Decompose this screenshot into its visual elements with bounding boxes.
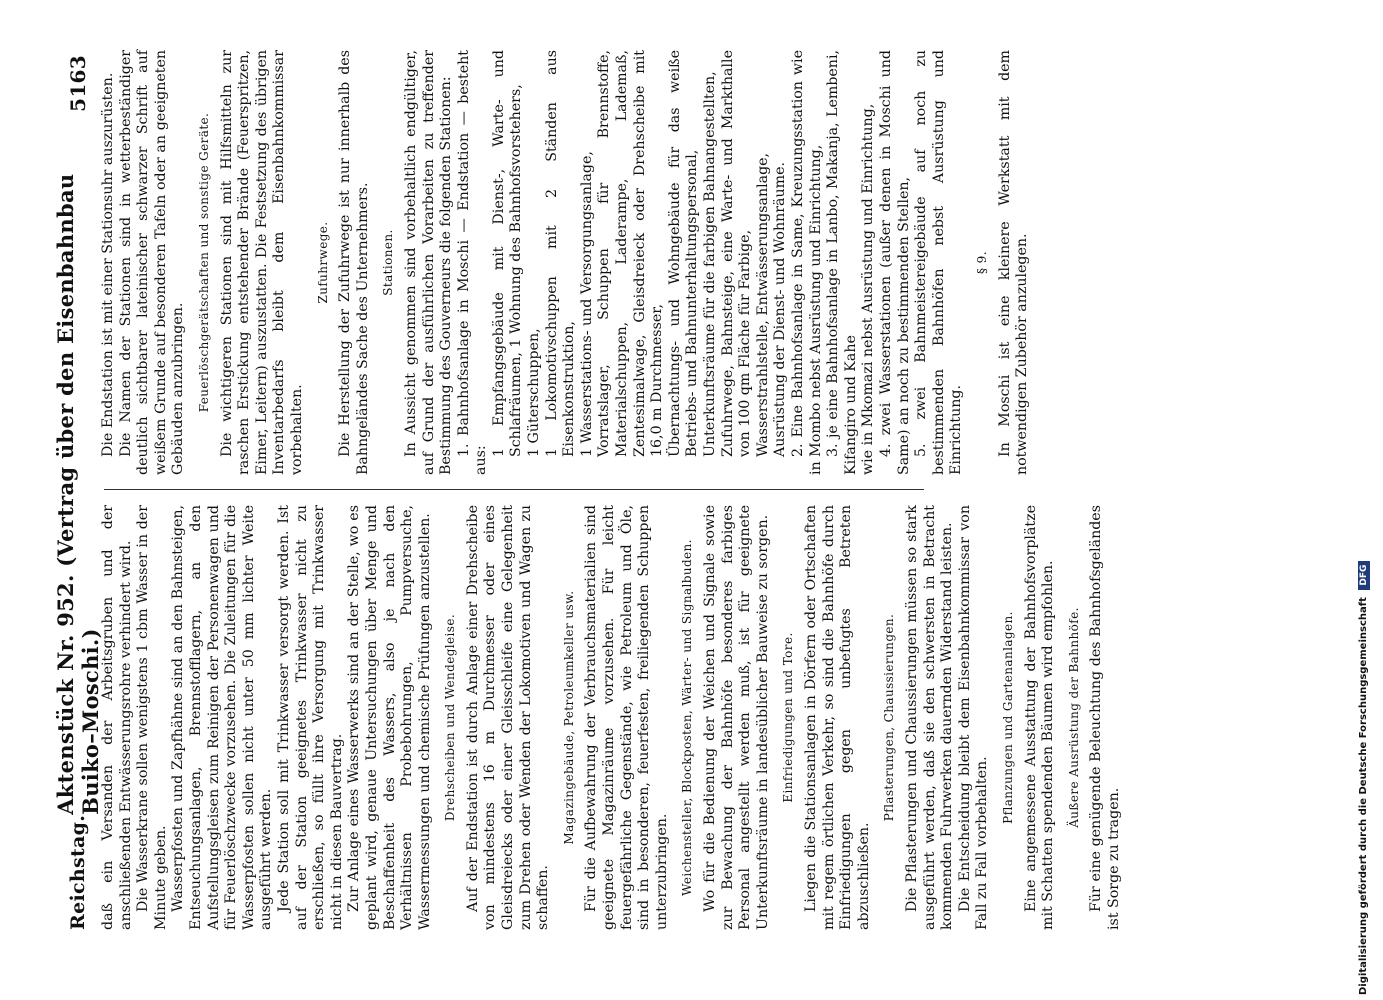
dfg-logo-badge: DFG [1358,561,1370,590]
list-item: 1 Wasserstations- und Versorgungsanlage, [578,151,595,457]
paragraph: In Aussicht genommen sind vorbehaltlich endgültiger, auf Grund der ausführlichen Vorarbeiten zu treffender Bestimmung des Gouverneurs die folgenden Stationen: [402,50,455,475]
paragraph: Wo für die Bedienung der Weichen und Signale sowie zur Bewachung der Bahnhöfe besonderes farbiges Personal angestellt werden muß, ist für geeignete Unterkunftsräume in landesüblicher Bauweise zu sorgen. [702,505,771,930]
list-item: 1 Lokomotivschuppen mit 2 Ständen aus Eisenkonstruktion, [543,50,578,457]
station-items-list [491,50,790,475]
section-heading: Pflanzungen und Gartenanlagen. [1000,611,1015,824]
paragraph: 2. Eine Bahnhofsanlage in Same, Kreuzungsstation wie in Mombo nebst Ausrüstung und Einrichtung, [789,50,824,475]
list-item: Übernachtungs- und Wohngebäude für das weiße Betriebs- und Bahnunterhaltungspersonal, [666,50,701,457]
page-header [53,55,103,930]
paragraph: 4. zwei Wasserstationen (außer denen in Moschi und Same) an noch zu bestimmenden Stellen, [877,50,912,475]
paragraph: Eine angemessene Ausstattung der Bahnhofsvorplätze mit Schatten spendenden Bäumen wird empfohlen. [1022,505,1057,930]
list-item: Vorratslager, Schuppen für Brennstoffe, Materialschuppen, Laderampe, Lademaß, Zentesimalwage, Gleisdreieck oder Drehscheibe mit 16,0 m Durchmesser, [596,50,666,457]
attribution-text: Digitalisierung gefördert durch die Deutsche Forschungsgemeinschaft [1358,597,1369,995]
paragraph: Wasserpfosten und Zapfhähne sind an den Bahnsteigen, Entseuchungsanlagen, Brennstofflagern, an den Aufstellungsgleisen zum Reinigen der Personenwagen und für Feuerlöschzwecke vorzusehen. Die Zuleitungen für die Wasserpfosten sollen nicht unter 50 mm lichter Weite ausgeführt werden. [170,505,275,930]
paragraph: Auf der Endstation ist durch Anlage einer Drehscheibe von mindestens 16 m Durchmesser oder eines Gleisdreiecks oder einer Gleisschleife eine Gelegenheit zum Drehen oder Wenden der Lokomotiven und Wagen zu schaffen. [464,505,552,930]
paragraph: 1. Bahnhofsanlage in Moschi — Endstation — besteht aus: [455,50,490,475]
list-item: 1 Güterschuppen, [526,328,543,457]
paragraph: Die wichtigeren Stationen sind mit Hilfsmitteln zur raschen Erstickung entstehender Brände (Feuerspritzen, Eimer, Leitern) auszustatten. Die Festsetzung des übrigen Inventarbedarfs bleibt dem Eisenbahnkommissar vorbehalten. [218,50,305,475]
paragraph: 3. je eine Bahnhofsanlage in Lanbo, Makanja, Lembeni, Kifangiro und Kahe [825,50,859,475]
list-item: Zufuhrwege, Bahnsteige, eine Warte- und Markthalle von 100 qm Fläche für Farbige, [719,50,754,457]
header-left: Reichstag. [67,814,89,930]
paragraph: Für eine genügende Beleuchtung des Bahnhofsgeländes ist Sorge zu tragen. [1088,505,1122,930]
paragraph: daß ein Versanden der Arbeitsgruben und der anschließenden Entwässerungsrohre verhindert wird. [100,505,134,930]
left-column [100,505,1123,930]
section-heading: § 9. [974,251,989,274]
paragraph: Die Pflasterungen und Chaussierungen müssen so stark ausgeführt werden, daß sie den schwersten in Betracht kommenden Fuhrwerken dauernden Widerstand leisten. [903,505,956,930]
paragraph: Die Entscheidung bleibt dem Eisenbahnkommissar von Fall zu Fall vorbehalten. [956,505,991,930]
paragraph: Zur Anlage eines Wasserwerks sind an der Stelle, wo es geplant wird, genaue Untersuchungen über Menge und Beschaffenheit des Wassers, also je nach den Verhältnissen Probebohrungen, Pumpversuche, Wassermessungen und chemische Prüfungen anzustellen. [346,505,433,930]
section-heading: Pflasterungen, Chaussierungen. [882,613,897,822]
list-item: Wasserstrahlstelle, Entwässerungsanlage, [754,152,771,457]
paragraph: Die Wasserkrane sollen wenigstens 1 cbm Wasser in der Minute geben. [135,505,169,930]
list-item: Ausrüstung der Dienst- und Wohnräume. [772,162,789,457]
list-item: Unterkunftsräume für die farbigen Bahnangestellten, [702,71,718,457]
section-heading: Drehscheiben und Wendegleise. [443,613,458,822]
section-heading: Stationen. [381,229,396,296]
paragraph: In Moschi ist eine kleinere Werkstatt mit dem notwendigen Zubehör anzulegen. [996,50,1031,475]
paragraph: Die Herstellung der Zufuhrwege ist nur innerhalb des Bahngeländes Sache des Unternehmers. [337,50,371,475]
section-heading: Einfriedigungen und Tore. [781,632,796,803]
column-divider [104,489,924,490]
right-column [100,50,1032,475]
section-heading: Äußere Ausrüstung der Bahnhöfe. [1066,607,1081,828]
paragraph: wie in Mkomazi nebst Ausrüstung und Einrichtung, [860,103,877,475]
section-heading: Weichensteller, Blockposten, Wärter- und Signalbuden. [680,539,695,896]
header-title: Aktenstück Nr. 952. (Vertrag über den Eisenbahnbau Buiko–Moschi.) [53,173,103,815]
paragraph: Die Namen der Stationen sind in wetterbeständiger deutlich sichtbarer lateinischer schwarzer Schrift auf weißem Grunde auf besonderen Tafeln oder an geeigneten Gebäuden anzubringen. [117,50,187,475]
digitization-attribution [1358,561,1370,995]
paragraph: Liegen die Stationsanlagen in Dörfern oder Ortschaften mit regem örtlichen Verkehr, so sind die Bahnhöfe durch Einfriedigungen gegen unbefugtes Betreten abzuschließen. [802,505,872,930]
list-item: 1 Empfangsgebäude mit Dienst-, Warte- und Schlafräumen, 1 Wohnung des Bahnhofsvorstehers, [490,50,525,457]
section-heading: Zufuhrwege. [315,221,330,304]
paragraph: Jede Station soll mit Trinkwasser versorgt werden. Ist auf der Station geeignetes Trinkwasser nicht zu erschließen, so füllt ihre Versorgung mit Trinkwasser nicht in diesen Bauvertrag. [275,505,345,930]
section-heading: Feuerlöschgerätschaften und sonstige Geräte. [196,112,211,413]
page-number: 5163 [66,55,90,112]
section-heading: Magazingebäude, Petroleumkeller usw. [561,590,576,845]
paragraph: Die Endstation ist mit einer Stationsuhr auszurüsten. [100,72,116,457]
paragraph: 5. zwei Bahnmeistereigebäude auf noch zu bestimmenden Bahnhöfen nebst Ausrüstung und Einrichtung. [913,50,965,475]
paragraph: Für die Aufbewahrung der Verbrauchsmaterialien sind geeignete Magazinräume vorzusehen. Für leicht feuergefährliche Gegenstände, wie Petroleum und Öle, sind in besonderen, feuerfesten, freiliegenden Schuppen unterzubringen. [583,505,670,930]
